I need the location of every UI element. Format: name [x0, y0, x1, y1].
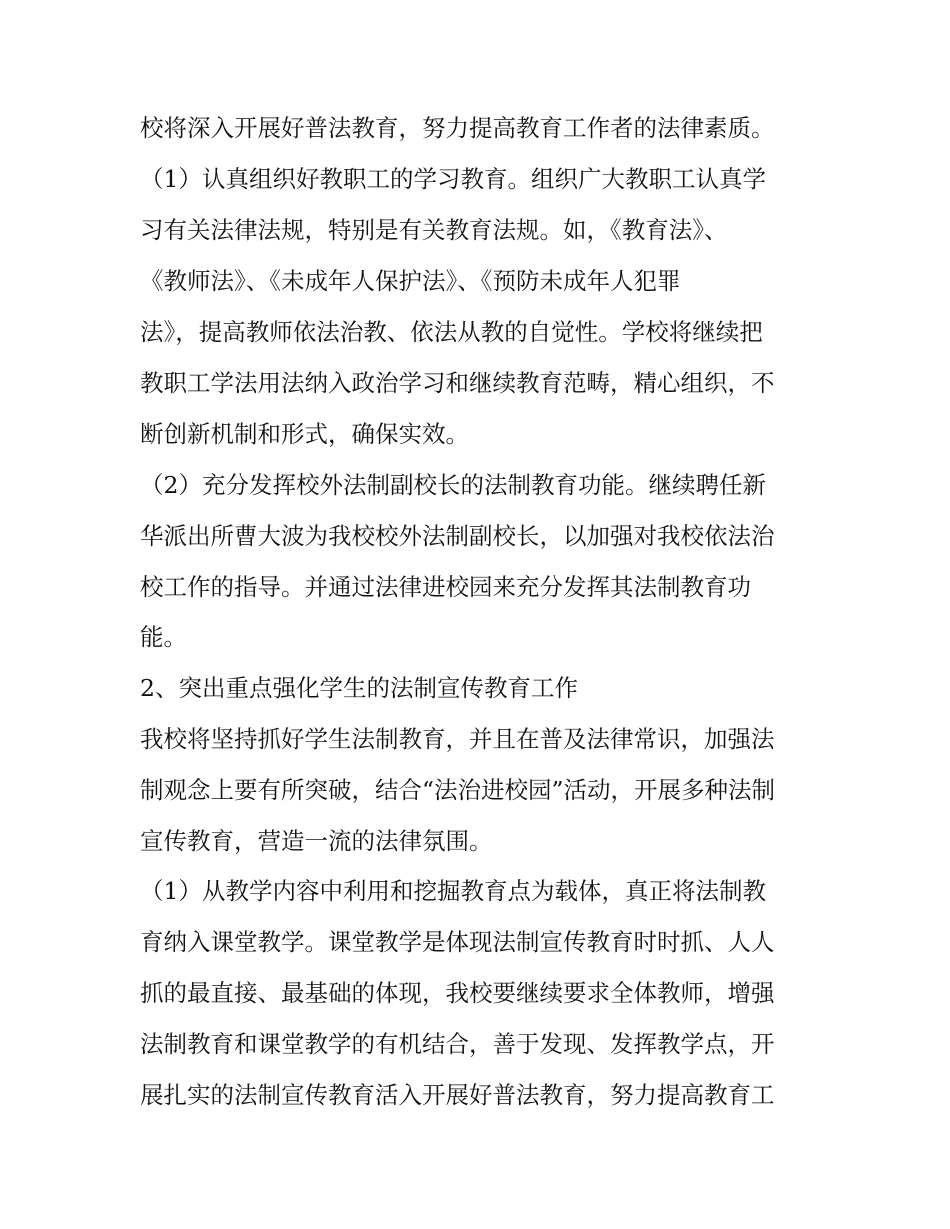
text-line-15: 宣传教育，营造一流的法律氛围。 [140, 827, 493, 855]
text-line-16: （1）从教学内容中利用和挖掘教育点为载体，真正将法制教 [140, 877, 766, 905]
text-line-14: 制观念上要有所突破，结合“法治进校园”活动，开展多种法制 [140, 776, 776, 804]
text-line-6: 教职工学法用法纳入政治学习和继续教育范畴，精心组织，不 [140, 369, 775, 397]
text-line-17: 育纳入课堂教学。课堂教学是体现法制宣传教育时时抓、人人 [140, 928, 775, 956]
text-line-10: 校工作的指导。并通过法律进校园来充分发挥其法制教育功 [140, 573, 751, 601]
text-line-4: 《教师法》、《未成年人保护法》、《预防未成年人犯罪 [140, 267, 681, 295]
text-line-11: 能。 [140, 623, 187, 651]
text-line-8: （2）充分发挥校外法制副校长的法制教育功能。继续聘任新 [140, 471, 766, 499]
text-line-18: 抓的最直接、最基础的体现，我校要继续要求全体教师，增强 [140, 979, 775, 1007]
text-line-5: 法》，提高教师依法治教、依法从教的自觉性。学校将继续把 [140, 318, 763, 346]
text-line-20: 展扎实的法制宣传教育活入开展好普法教育，努力提高教育工 [140, 1081, 775, 1109]
text-line-3: 习有关法律法规，特别是有关教育法规。如，《教育法》、 [140, 216, 728, 244]
section-heading: 2、突出重点强化学生的法制宣传教育工作 [140, 674, 578, 702]
text-line-9: 华派出所曹大波为我校校外法制副校长，以加强对我校依法治 [140, 522, 775, 550]
text-line-1: 校将深入开展好普法教育，努力提高教育工作者的法律素质。 [140, 114, 775, 142]
text-line-19: 法制教育和课堂教学的有机结合，善于发现、发挥教学点，开 [140, 1030, 775, 1058]
text-line-13: 我校将坚持抓好学生法制教育，并且在普及法律常识，加强法 [140, 725, 775, 753]
text-line-2: （1）认真组织好教职工的学习教育。组织广大教职工认真学 [140, 165, 766, 193]
text-line-7: 断创新机制和形式，确保实效。 [140, 420, 469, 448]
